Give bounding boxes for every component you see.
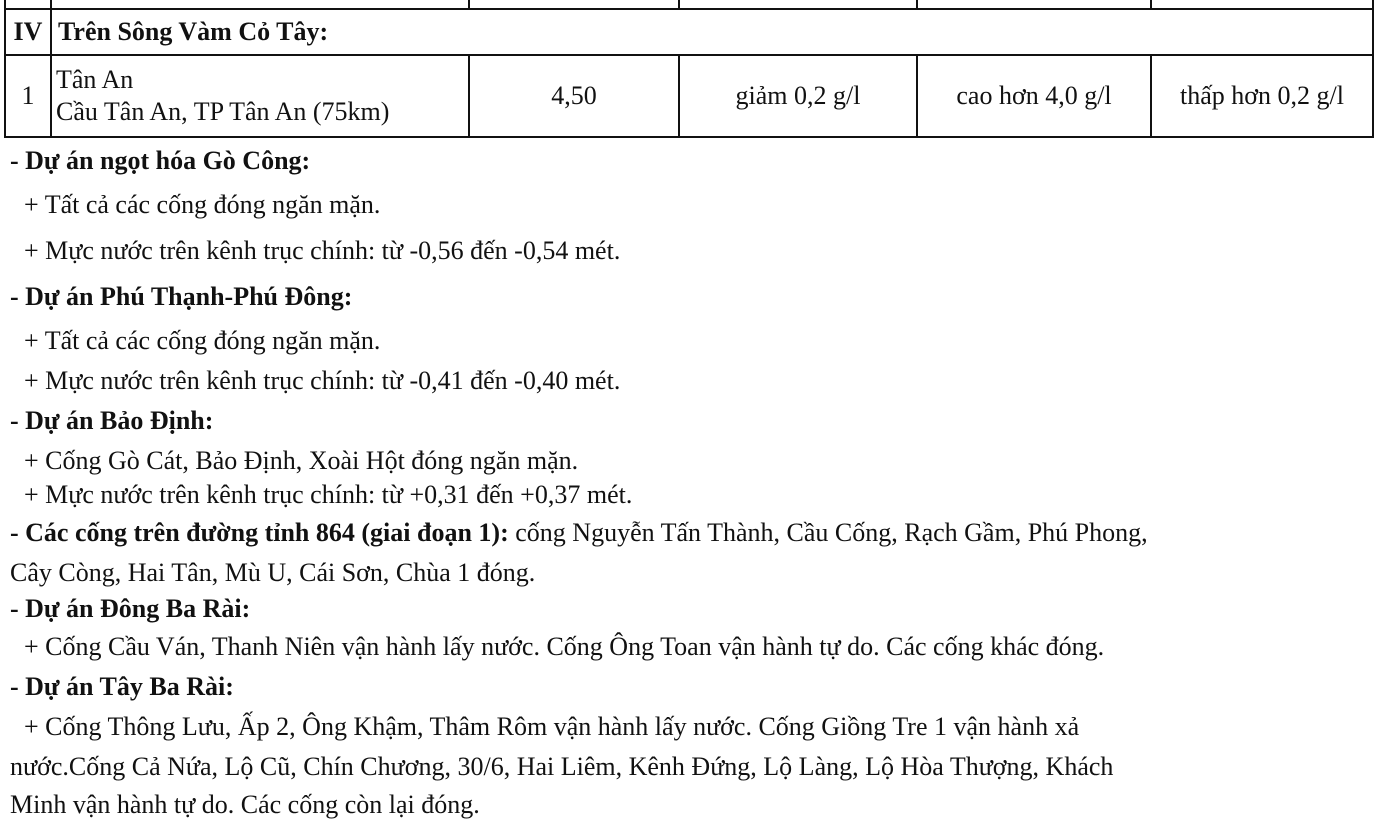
text-tay-ba-rai-2: nước.Cống Cả Nứa, Lộ Cũ, Chín Chương, 30/6, Hai Liêm, Kênh Đứng, Lộ Làng, Lộ Hòa Thượng, Khách [10, 752, 1114, 781]
text-bao-dinh-1: + Cống Gò Cát, Bảo Định, Xoài Hột đóng ngăn mặn. [24, 446, 579, 475]
station-location: Cầu Tân An, TP Tân An (75km) [56, 97, 390, 126]
text-go-cong-2: + Mực nước trên kênh trục chính: từ -0,56 đến -0,54 mét. [24, 236, 621, 265]
heading-dt864: - Các cống trên đường tỉnh 864 (giai đoạn 1): [10, 518, 509, 547]
text-bao-dinh-2: + Mực nước trên kênh trục chính: từ +0,31 đến +0,37 mét. [24, 480, 633, 509]
section-number: IV [5, 9, 51, 55]
heading-go-cong: - Dự án ngọt hóa Gò Công: [10, 146, 311, 175]
compare-cell-1: giảm 0,2 g/l [679, 55, 917, 137]
text-phu-thanh-2: + Mực nước trên kênh trục chính: từ -0,41 đến -0,40 mét. [24, 366, 621, 395]
table-section-row [5, 9, 1373, 55]
text-dt864-1 [10, 518, 1148, 548]
text-tay-ba-rai-3: Minh vận hành tự do. Các cống còn lại đóng. [10, 790, 480, 819]
salinity-table [4, 0, 1374, 138]
text-dt864-2: Cây Còng, Hai Tân, Mù U, Cái Sơn, Chùa 1 đóng. [10, 558, 536, 587]
text-phu-thanh-1: + Tất cả các cống đóng ngăn mặn. [24, 326, 381, 355]
text-go-cong-1: + Tất cả các cống đóng ngăn mặn. [24, 190, 381, 219]
heading-phu-thanh: - Dự án Phú Thạnh-Phú Đông: [10, 282, 353, 311]
heading-tay-ba-rai: - Dự án Tây Ba Rài: [10, 672, 234, 701]
table-row [5, 55, 1373, 137]
section-title: Trên Sông Vàm Cỏ Tây: [51, 9, 1373, 55]
station-cell [51, 55, 469, 137]
heading-dong-ba-rai: - Dự án Đông Ba Rài: [10, 594, 251, 623]
text-dt864-rest: cống Nguyễn Tấn Thành, Cầu Cống, Rạch Gầm, Phú Phong, [508, 518, 1148, 547]
row-number: 1 [5, 55, 51, 137]
compare-cell-2: cao hơn 4,0 g/l [917, 55, 1151, 137]
compare-cell-3: thấp hơn 0,2 g/l [1151, 55, 1373, 137]
table-row-previous [5, 0, 1373, 9]
text-tay-ba-rai-1: + Cống Thông Lưu, Ấp 2, Ông Khậm, Thâm Rôm vận hành lấy nước. Cống Giồng Tre 1 vận hành xả [24, 712, 1080, 741]
station-name: Tân An [56, 65, 134, 94]
salinity-value: 4,50 [469, 55, 679, 137]
heading-bao-dinh: - Dự án Bảo Định: [10, 406, 214, 435]
text-dong-ba-rai-1: + Cống Cầu Ván, Thanh Niên vận hành lấy nước. Cống Ông Toan vận hành tự do. Các cống khác đóng. [24, 632, 1105, 661]
